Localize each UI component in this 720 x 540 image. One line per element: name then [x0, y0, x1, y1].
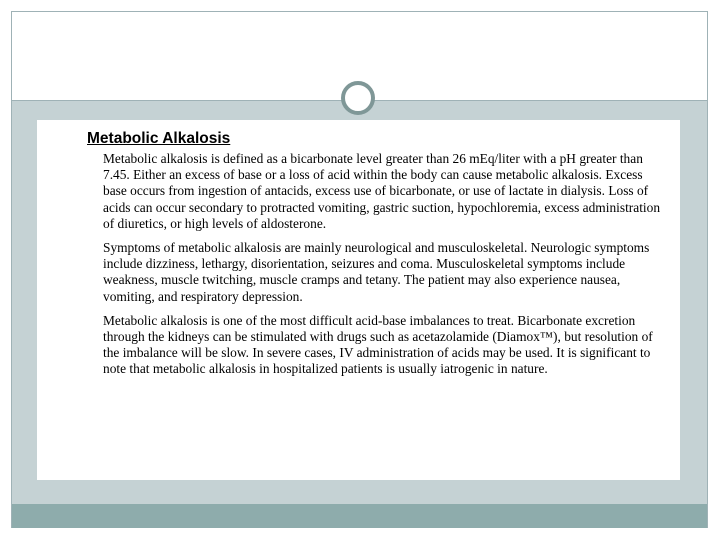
- footer-bar: [12, 504, 707, 528]
- content-card: [37, 120, 680, 480]
- slide-frame: [11, 11, 708, 528]
- paragraph-treatment: Metabolic alkalosis is one of the most difficult acid-base imbalances to treat. Bicarbonate excretion through the kidneys can be stimulated with drugs such as acetazolamide (Diamox™), but resolution of the imbalance will be slow. In severe cases, IV administration of acids may be used. It is significant to note that metabolic alkalosis in hospitalized patients is usually iatrogenic in nature.: [103, 312, 653, 377]
- decorative-circle-icon: [341, 81, 375, 115]
- paragraph-definition: Metabolic alkalosis is defined as a bicarbonate level greater than 26 mEq/liter with a pH greater than 7.45. Either an excess of base or a loss of acid within the body can cause metabolic alkalosis. Excess base occurs from ingestion of antacids, excess use of bicarbonate, or use of lactate in dialysis. Loss of acids can occur secondary to protracted vomiting, gastric suction, hypochloremia, excess administration of diuretics, or high levels of aldosterone.: [103, 151, 661, 231]
- paragraph-symptoms: Symptoms of metabolic alkalosis are mainly neurological and musculoskeletal. Neurologic symptoms include dizziness, lethargy, disorientation, seizures and coma. Musculoskeletal symptoms include weakness, muscle twitching, muscle cramps and tetany. The patient may also experience nausea, vomiting, and respiratory depression.: [103, 240, 650, 304]
- slide-heading: Metabolic Alkalosis: [87, 130, 231, 147]
- body-text: [103, 151, 663, 386]
